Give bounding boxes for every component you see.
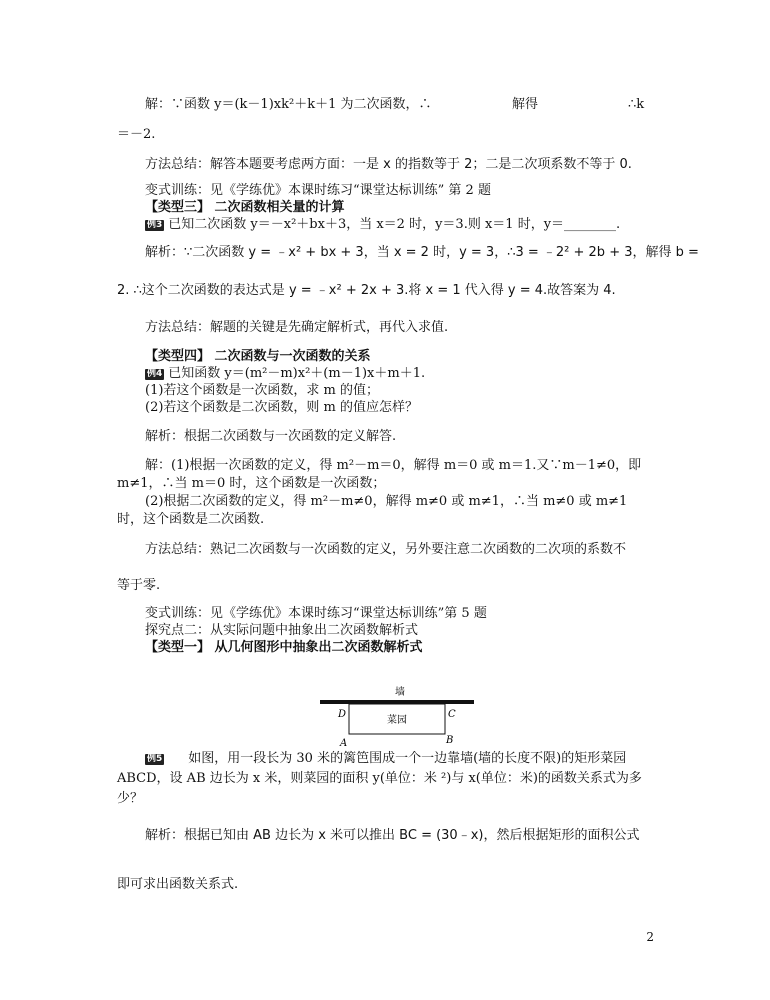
text-line: 2. ∴这个二次函数的表达式是 y = ﹣x² + 2x + 3.将 x = 1 代入得 y = 4.故答案为 4. [117,283,616,298]
example-3: 例3 已知二次函数 y＝－x²＋bx＋3，当 x＝2 时，y＝3.则 x＝1 时，y＝________. [147,217,621,232]
text-line: (1)若这个函数是一次函数，求 m 的值； [145,383,380,398]
text-line: (2)根据二次函数的定义，得 m²－m≠0，解得 m≠0 或 m≠1，∴当 m≠0 或 m≠1 [145,494,628,509]
example-tag: 例5 [147,754,163,764]
variant-training: 变式训练：见《学练优》本课时练习“课堂达标训练” 第 2 题 [145,183,491,198]
text-line: 少？ [117,791,144,806]
page-number: 2 [646,930,654,944]
section-heading: 【类型三】 二次函数相关量的计算 [145,200,345,215]
text-line: ABCD，设 AB 边长为 x 米，则菜园的面积 y(单位：米 ²)与 x(单位：米)的函数关系式为多 [117,771,642,786]
vertex-b: B [446,735,454,746]
text-line: 解得 [512,97,539,112]
vertex-c: C [448,709,456,720]
example-tag: 例4 [147,369,163,379]
text-line: 等于零. [117,578,161,593]
text-line: ＝－2. [117,127,156,142]
method-summary: 方法总结：熟记二次函数与一次函数的定义，另外要注意二次函数的二次项的系数不 [145,542,627,557]
garden-figure [320,686,480,748]
analysis: 解析：根据已知由 AB 边长为 x 米可以推出 BC = (30﹣x)，然后根据矩形的面积公式 [145,828,640,843]
example-4: 例4 已知函数 y＝(m²－m)x²＋(m－1)x＋m＋1. [147,366,426,381]
text-line: 即可求出函数关系式. [117,877,239,892]
method-summary: 方法总结：解答本题要考虑两方面：一是 x 的指数等于 2；二是二次项系数不等于 0. [145,157,632,172]
text-line: 解：∵函数 y＝(k－1)xk²＋k＋1 为二次函数，∴ [145,97,432,112]
example-5: 例5 如图，用一段长为 30 米的篱笆围成一个一边靠墙(墙的长度不限)的矩形菜园 [147,751,627,766]
text-line: m≠1，∴当 m＝0 时，这个函数是一次函数； [117,476,386,491]
text-line: 时，这个函数是二次函数. [117,512,265,527]
text-line: ∴k [628,97,645,112]
variant-training: 变式训练：见《学练优》本课时练习“课堂达标训练”第 5 题 [145,606,487,621]
vertex-a: A [340,738,348,748]
wall-bar [320,700,474,704]
section-heading: 【类型一】 从几何图形中抽象出二次函数解析式 [145,640,423,655]
example-tag: 例3 [147,220,163,230]
wall-label: 墙 [395,687,405,698]
solution: 解：(1)根据一次函数的定义，得 m²－m＝0，解得 m＝0 或 m＝1.又∵m－1≠0，即 [145,458,642,473]
vertex-d: D [338,709,347,720]
section-heading: 探究点二：从实际问题中抽象出二次函数解析式 [145,623,419,638]
garden-label: 菜园 [387,715,407,726]
analysis: 解析：根据二次函数与一次函数的定义解答. [145,429,397,444]
section-heading: 【类型四】 二次函数与一次函数的关系 [145,349,371,364]
analysis: 解析：∵二次函数 y = ﹣x² + bx + 3，当 x = 2 时，y = 3，∴3 = ﹣2² + 2b + 3，解得 b = [145,245,699,260]
text-line: (2)若这个函数是二次函数，则 m 的值应怎样？ [145,400,419,415]
method-summary: 方法总结：解题的关键是先确定解析式，再代入求值. [145,320,449,335]
